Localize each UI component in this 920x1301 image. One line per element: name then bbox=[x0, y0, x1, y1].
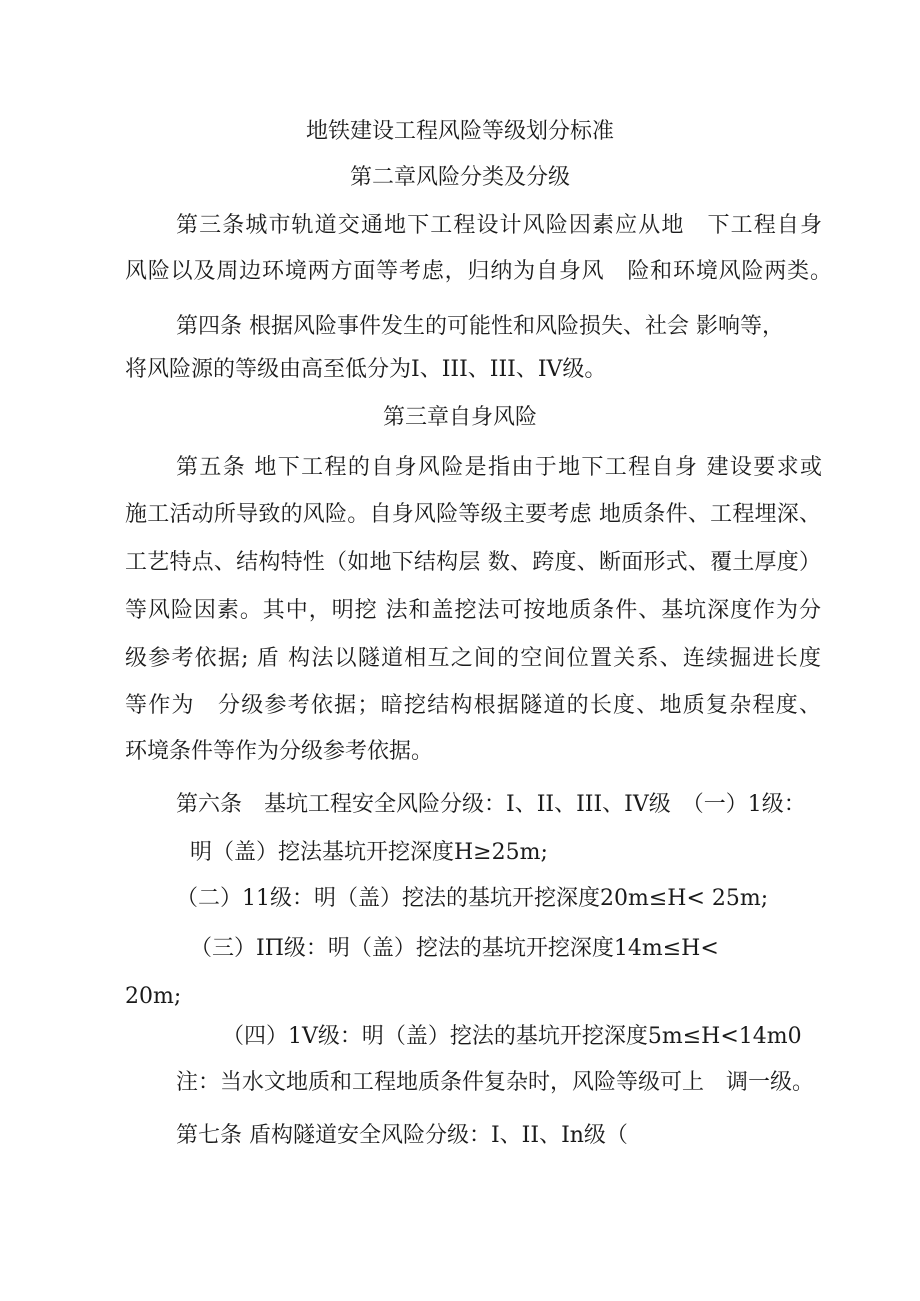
article-3-line-1: 第三条城市轨道交通地下工程设计风险因素应从地 下工程自身 bbox=[176, 213, 822, 238]
article-5-line-3: 工艺特点、结构特性（如地下结构层 数、跨度、断面形式、覆土厚度） bbox=[125, 550, 821, 575]
article-6-line-6: （四）1V级：明（盖）挖法的基坑开挖深度5m≤H<14m0 bbox=[222, 1024, 802, 1049]
article-5-line-7: 环境条件等作为分级参考依据。 bbox=[125, 739, 434, 764]
article-5-line-1: 第五条 地下工程的自身风险是指由于地下工程自身 建设要求或 bbox=[176, 455, 822, 480]
article-3-line-2: 风险以及周边环境两方面等考虑，归纳为自身风 险和环境风险两类。 bbox=[125, 259, 832, 284]
article-4-line-2: 将风险源的等级由高至低分为I、III、III、IV级。 bbox=[125, 357, 607, 382]
article-6-line-4: （三）IΠ级：明（盖）挖法的基坑开挖深度14m≤H< bbox=[190, 936, 719, 961]
note-line: 注：当水文地质和工程地质条件复杂时，风险等级可上 调一级。 bbox=[176, 1070, 815, 1095]
chapter-3-heading: 第三章自身风险 bbox=[382, 405, 537, 430]
article-7-line-1: 第七条 盾构隧道安全风险分级：I、II、In级（ bbox=[176, 1123, 628, 1148]
article-5-line-2: 施工活动所导致的风险。自身风险等级主要考虑 地质条件、工程埋深、 bbox=[125, 502, 821, 527]
article-6-line-2: 明（盖）挖法基坑开挖深度H≥25m; bbox=[190, 840, 548, 865]
document-title: 地铁建设工程风险等级划分标准 bbox=[305, 119, 614, 144]
article-6-line-1: 第六条 基坑工程安全风险分级：I、II、III、IV级 （一）1级： bbox=[176, 792, 806, 817]
article-5-line-6: 等作为 分级参考依据；暗挖结构根据隧道的长度、地质复杂程度、 bbox=[125, 693, 821, 718]
article-6-line-5: 20m; bbox=[125, 984, 182, 1009]
article-4-line-1: 第四条 根据风险事件发生的可能性和风险损失、社会 影响等， bbox=[176, 314, 784, 339]
article-5-line-4: 等风险因素。其中，明挖 法和盖挖法可按地质条件、基坑深度作为分 bbox=[125, 598, 821, 623]
chapter-2-heading: 第二章风险分类及分级 bbox=[349, 165, 570, 190]
article-5-line-5: 级参考依据; 盾 构法以隧道相互之间的空间位置关系、连续掘进长度 bbox=[125, 646, 821, 671]
article-6-line-3: （二）11级：明（盖）挖法的基坑开挖深度20m≤H< 25m; bbox=[176, 886, 769, 911]
